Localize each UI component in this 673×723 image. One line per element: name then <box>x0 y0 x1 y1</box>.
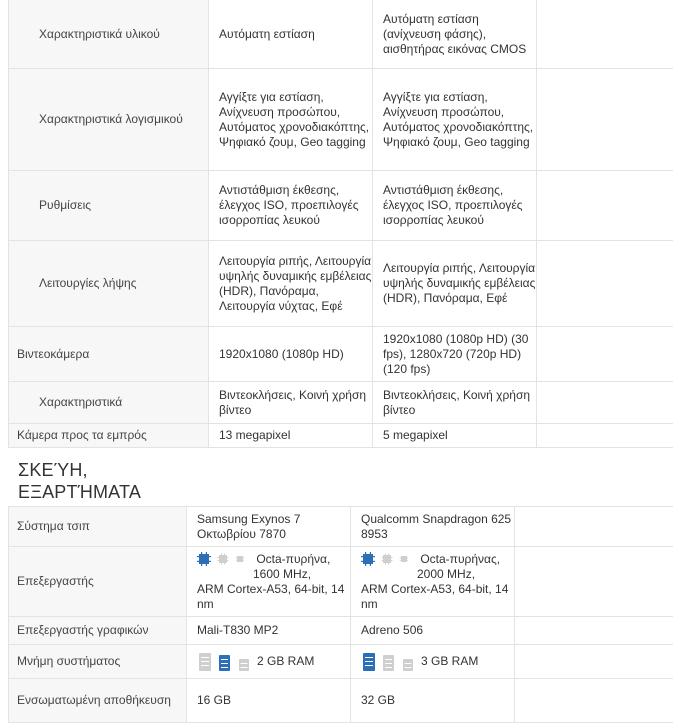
cpu-cores-icon <box>361 552 500 567</box>
value-cell: 5 megapixel <box>373 424 537 448</box>
cpu-cores-text: Octa-πυρήνα, <box>256 552 330 566</box>
row-label: Χαρακτηριστικά <box>9 382 209 424</box>
ram-modules-icon <box>197 651 255 673</box>
value-cell: Βιντεοκλήσεις, Κοινή χρήση βίντεο <box>209 382 373 424</box>
value-cell: Λειτουργία ριπής, Λειτουργία υψηλής δυναμικής εμβέλειας (HDR), Πανόραμα, Εφέ <box>373 241 537 327</box>
value-cell: Λειτουργία ριπής, Λειτουργία υψηλής δυναμικής εμβέλειας (HDR), Πανόραμα, Λειτουργία νύχτας, Εφέ <box>209 241 373 327</box>
row-label: Χαρακτηριστικά υλικού <box>9 0 209 69</box>
table-row <box>9 171 673 241</box>
ram-modules-icon <box>361 651 419 673</box>
table-row <box>9 645 673 679</box>
row-label: Σύστημα τσιπ <box>9 507 187 547</box>
empty-cell <box>515 679 673 723</box>
value-cell: Αντιστάθμιση έκθεσης, έλεγχος ISO, προεπιλογές ισορροπίας λευκού <box>209 171 373 241</box>
cpu-architecture: ARM Cortex-A53, 64-bit, 14 nm <box>197 582 344 611</box>
cpu-frequency: 1600 MHz, <box>197 567 311 582</box>
value-cell: 1920x1080 (1080p HD) (30 fps), 1280x720 (720p HD) (120 fps) <box>373 327 537 382</box>
cpu-cores-icon <box>197 552 330 567</box>
row-label: Λειτουργίες λήψης <box>9 241 209 327</box>
processor-cell-b <box>351 547 515 617</box>
empty-cell <box>537 241 673 327</box>
row-label: Κάμερα προς τα εμπρός <box>9 424 209 448</box>
ram-cell-b <box>351 645 515 679</box>
table-row <box>9 547 673 617</box>
value-cell: 16 GB <box>187 679 351 723</box>
ram-cell-a <box>187 645 351 679</box>
table-row <box>9 507 673 547</box>
empty-cell <box>537 0 673 69</box>
table-row <box>9 617 673 645</box>
value-cell: Αυτόματη εστίαση <box>209 0 373 69</box>
cpu-architecture: ARM Cortex-A53, 64-bit, 14 nm <box>361 582 508 611</box>
hardware-specs-table <box>8 506 673 723</box>
value-cell: Αυτόματη εστίαση (ανίχνευση φάσης), αισθητήρας εικόνας CMOS <box>373 0 537 69</box>
value-cell: Αγγίξτε για εστίαση, Ανίχνευση προσώπου, Αυτόματος χρονοδιακόπτης, Ψηφιακό ζουμ, Geo tagging <box>373 69 537 171</box>
processor-cell-a <box>187 547 351 617</box>
row-label: Χαρακτηριστικά λογισμικού <box>9 69 209 171</box>
value-cell: 32 GB <box>351 679 515 723</box>
value-cell: Mali-T830 MP2 <box>187 617 351 645</box>
empty-cell <box>537 327 673 382</box>
empty-cell <box>515 507 673 547</box>
value-cell: Samsung Exynos 7 Οκτωβρίου 7870 <box>187 507 351 547</box>
value-cell: Adreno 506 <box>351 617 515 645</box>
row-label: Ρυθμίσεις <box>9 171 209 241</box>
row-label: Μνήμη συστήματος <box>9 645 187 679</box>
empty-cell <box>515 547 673 617</box>
value-cell: Αντιστάθμιση έκθεσης, έλεγχος ISO, προεπιλογές ισορροπίας λευκού <box>373 171 537 241</box>
row-label: Επεξεργαστής <box>9 547 187 617</box>
table-row <box>9 382 673 424</box>
value-cell: Αγγίξτε για εστίαση, Ανίχνευση προσώπου, Αυτόματος χρονοδιακόπτης, Ψηφιακό ζουμ, Geo tagging <box>209 69 373 171</box>
value-cell: 1920x1080 (1080p HD) <box>209 327 373 382</box>
cpu-frequency: 2000 MHz, <box>361 567 475 582</box>
empty-cell <box>515 645 673 679</box>
value-cell: 13 megapixel <box>209 424 373 448</box>
table-row <box>9 241 673 327</box>
row-label: Βιντεοκάμερα <box>9 327 209 382</box>
table-row <box>9 424 673 448</box>
ram-value: 2 GB RAM <box>257 654 314 668</box>
row-label: Ενσωματωμένη αποθήκευση <box>9 679 187 723</box>
value-cell: Qualcomm Snapdragon 625 8953 <box>351 507 515 547</box>
empty-cell <box>537 424 673 448</box>
ram-value: 3 GB RAM <box>421 654 478 668</box>
table-row <box>9 327 673 382</box>
table-row <box>9 679 673 723</box>
row-label: Επεξεργαστής γραφικών <box>9 617 187 645</box>
value-cell: Βιντεοκλήσεις, Κοινή χρήση βίντεο <box>373 382 537 424</box>
camera-specs-table <box>8 0 673 448</box>
empty-cell <box>537 171 673 241</box>
table-row <box>9 0 673 69</box>
table-row <box>9 69 673 171</box>
cpu-cores-text: Octa-πυρήνας, <box>420 552 500 566</box>
section-title: ΣΚΕΎΗ, ΕΞΑΡΤΉΜΑΤΑ <box>18 459 168 503</box>
empty-cell <box>537 382 673 424</box>
empty-cell <box>515 617 673 645</box>
empty-cell <box>537 69 673 171</box>
